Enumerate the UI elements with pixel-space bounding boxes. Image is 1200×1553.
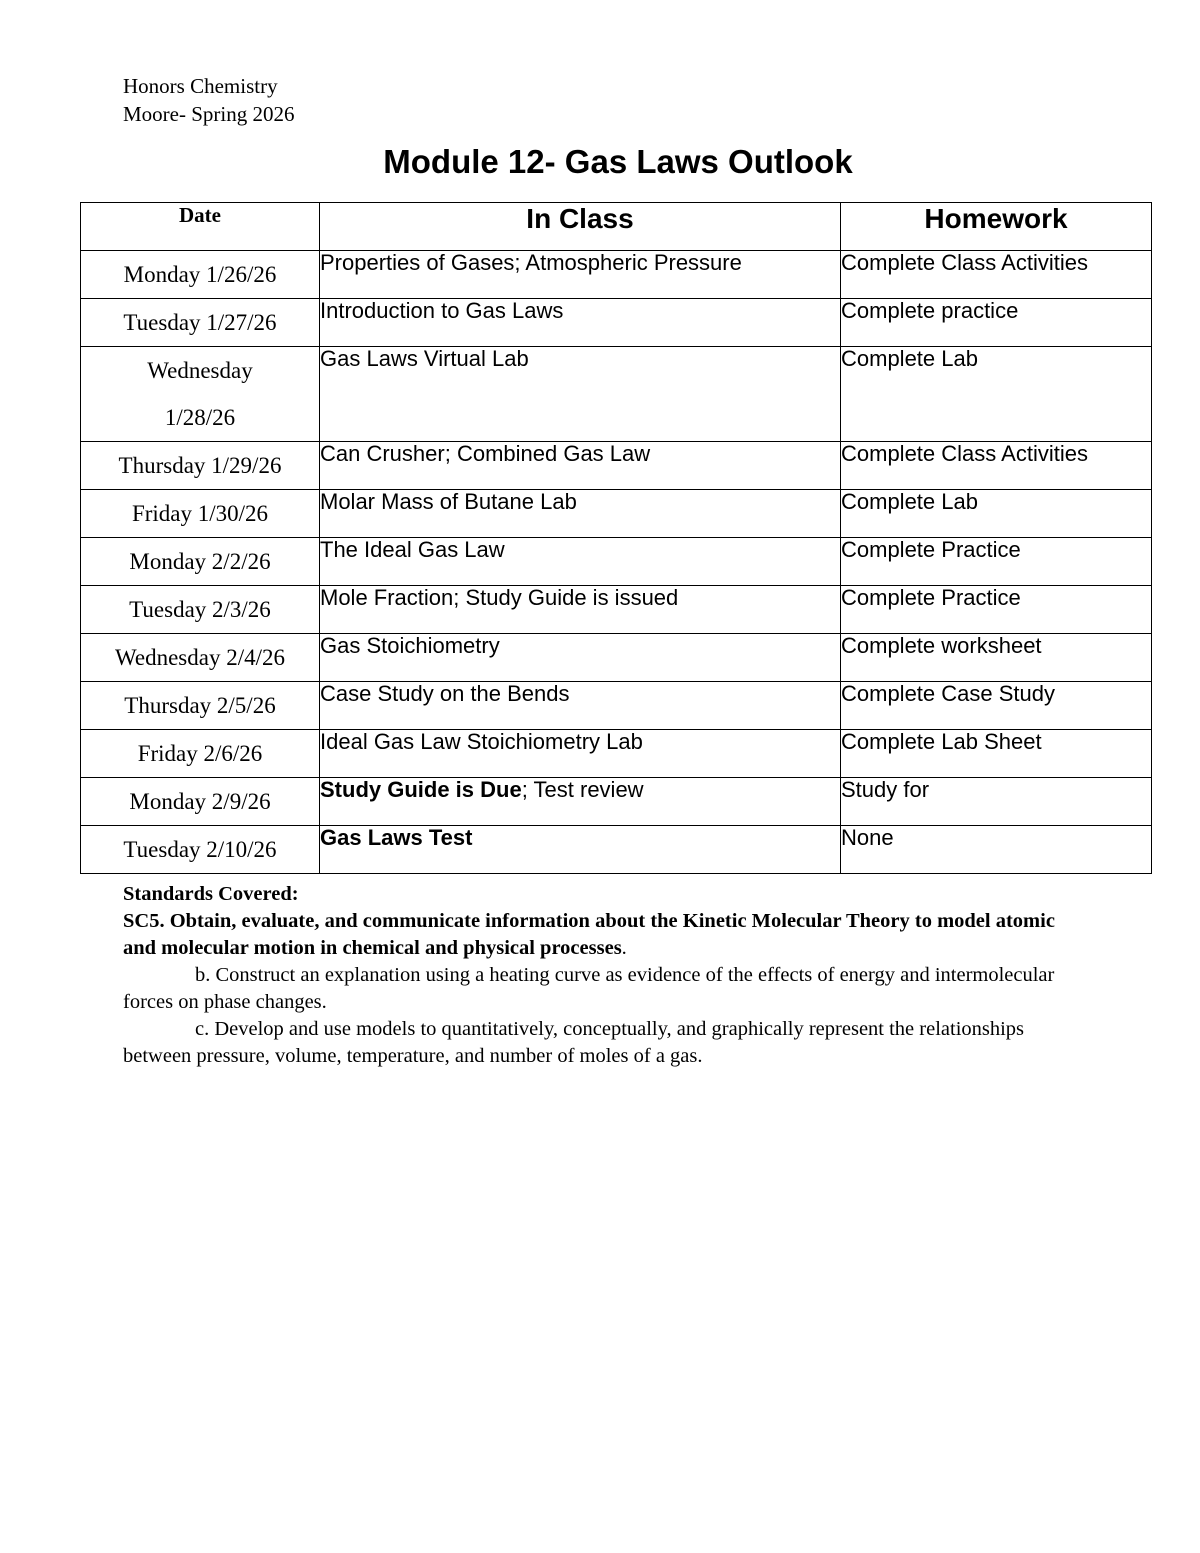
column-header-date: Date xyxy=(81,203,320,251)
homework-cell: Complete Practice xyxy=(841,586,1152,634)
page-title: Module 12- Gas Laws Outlook xyxy=(383,143,853,180)
in-class-cell: Gas Stoichiometry xyxy=(320,634,841,682)
table-row xyxy=(81,251,1152,299)
table-row xyxy=(81,730,1152,778)
in-class-cell: Gas Laws Virtual Lab xyxy=(320,347,841,442)
teacher-term: Moore- Spring 2026 xyxy=(123,102,295,126)
column-header-in-class: In Class xyxy=(320,203,841,251)
date-cell: Monday 2/9/26 xyxy=(81,778,320,826)
homework-cell: Complete Lab Sheet xyxy=(841,730,1152,778)
standard-sc5 xyxy=(123,908,1083,962)
table-row xyxy=(81,826,1152,874)
date-cell: Friday 1/30/26 xyxy=(81,490,320,538)
homework-cell: Complete worksheet xyxy=(841,634,1152,682)
in-class-cell: Properties of Gases; Atmospheric Pressure xyxy=(320,251,841,299)
date-cell: Tuesday 2/3/26 xyxy=(81,586,320,634)
in-class-bold-text: Gas Laws Test xyxy=(320,825,473,850)
date-cell: Thursday 1/29/26 xyxy=(81,442,320,490)
homework-cell: Complete Lab xyxy=(841,490,1152,538)
column-header-homework: Homework xyxy=(841,203,1152,251)
in-class-text: ; Test review xyxy=(521,777,644,802)
table-row xyxy=(81,586,1152,634)
homework-cell: None xyxy=(841,826,1152,874)
in-class-cell: Molar Mass of Butane Lab xyxy=(320,490,841,538)
date-cell: Friday 2/6/26 xyxy=(81,730,320,778)
table-row xyxy=(81,778,1152,826)
date-cell: Wednesday 1/28/26 xyxy=(81,347,320,442)
standard-item-b: b. Construct an explanation using a heating curve as evidence of the effects of energy and intermolecular forces on phase changes. xyxy=(123,964,1055,1013)
in-class-cell: Case Study on the Bends xyxy=(320,682,841,730)
standard-sc5-text: SC5. Obtain, evaluate, and communicate information about the Kinetic Molecular Theory to model atomic and molecular motion in chemical and physical processes xyxy=(123,910,1055,959)
homework-cell: Complete Lab xyxy=(841,347,1152,442)
table-row xyxy=(81,442,1152,490)
date-cell: Monday 2/2/26 xyxy=(81,538,320,586)
homework-cell: Complete practice xyxy=(841,299,1152,347)
homework-cell: Complete Class Activities xyxy=(841,251,1152,299)
standard-sc5-period: . xyxy=(621,937,627,959)
standard-item-c: c. Develop and use models to quantitatively, conceptually, and graphically represent the relationships between pressure, volume, temperature, and number of moles of a gas. xyxy=(123,1018,1025,1067)
standards-heading: Standards Covered: xyxy=(123,883,299,905)
in-class-cell: Ideal Gas Law Stoichiometry Lab xyxy=(320,730,841,778)
standards-section xyxy=(123,881,1083,1070)
in-class-cell: Mole Fraction; Study Guide is issued xyxy=(320,586,841,634)
in-class-cell: Can Crusher; Combined Gas Law xyxy=(320,442,841,490)
table-row xyxy=(81,490,1152,538)
date-cell: Wednesday 2/4/26 xyxy=(81,634,320,682)
homework-cell: Complete Class Activities xyxy=(841,442,1152,490)
course-name: Honors Chemistry xyxy=(123,74,278,98)
table-row xyxy=(81,347,1152,442)
in-class-cell xyxy=(320,778,841,826)
in-class-bold-text: Study Guide is Due xyxy=(320,777,522,802)
table-row xyxy=(81,682,1152,730)
in-class-cell: The Ideal Gas Law xyxy=(320,538,841,586)
homework-cell: Complete Practice xyxy=(841,538,1152,586)
homework-cell: Complete Case Study xyxy=(841,682,1152,730)
table-header-row xyxy=(81,203,1152,251)
date-cell: Monday 1/26/26 xyxy=(81,251,320,299)
date-cell: Thursday 2/5/26 xyxy=(81,682,320,730)
in-class-cell xyxy=(320,826,841,874)
date-cell: Tuesday 1/27/26 xyxy=(81,299,320,347)
date-cell: Tuesday 2/10/26 xyxy=(81,826,320,874)
document-header xyxy=(123,72,295,128)
table-row xyxy=(81,634,1152,682)
schedule-table xyxy=(80,202,1152,874)
in-class-cell: Introduction to Gas Laws xyxy=(320,299,841,347)
table-row xyxy=(81,538,1152,586)
homework-cell: Study for xyxy=(841,778,1152,826)
table-row xyxy=(81,299,1152,347)
